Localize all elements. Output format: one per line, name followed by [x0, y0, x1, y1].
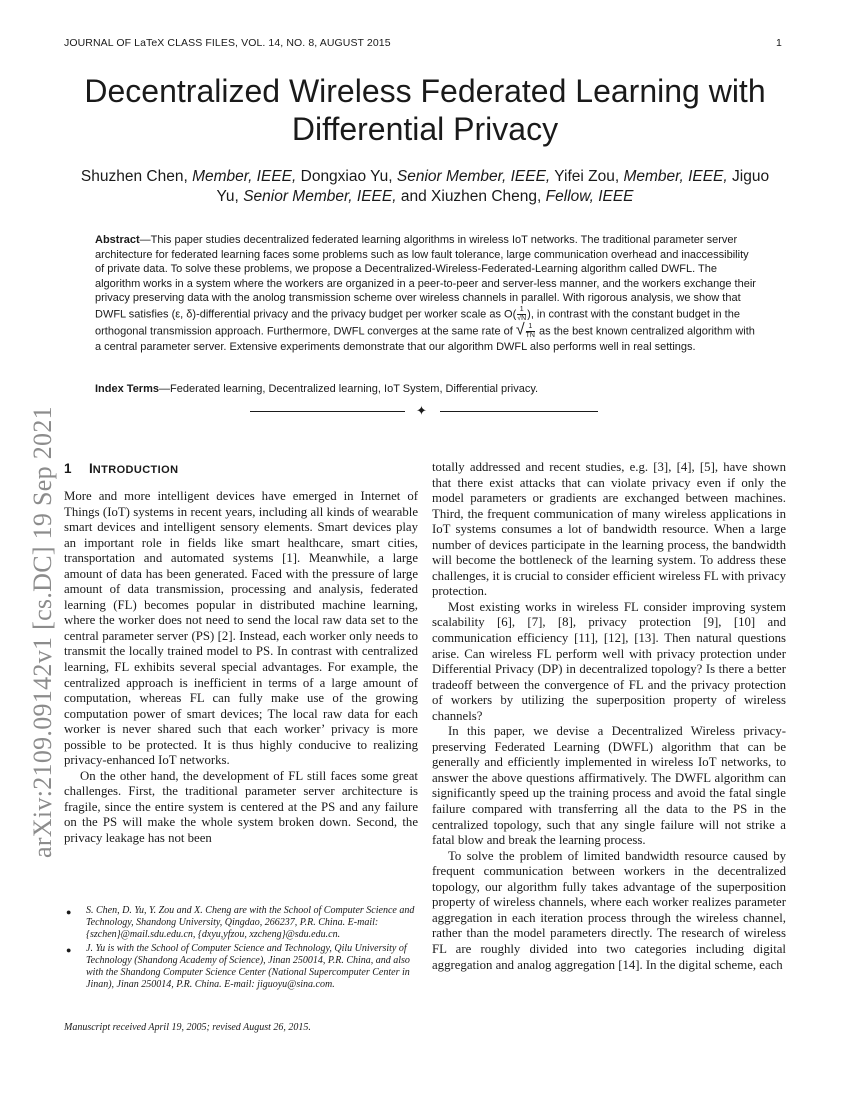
- author-role: Member, IEEE,: [623, 168, 728, 185]
- author-name: Xiuzhen Cheng,: [431, 188, 542, 205]
- index-terms-label: Index Terms: [95, 383, 159, 395]
- author-role: Member, IEEE,: [192, 168, 297, 185]
- abstract-text: as the best known centralized algorithm with a central parameter server. Extensive experiments demonstrate that our algorithm DWFL also performs well in real settings.: [95, 324, 755, 353]
- author-name: Yifei Zou,: [554, 168, 620, 185]
- index-terms: [95, 382, 758, 396]
- author-name: Jiguo Yu,: [216, 168, 770, 205]
- footnotes: [64, 905, 418, 993]
- fraction: $\frac{1}{√N}$: [517, 305, 527, 322]
- right-column: [432, 460, 786, 973]
- page-number: 1: [776, 37, 782, 49]
- separator-line-left: [250, 411, 405, 412]
- paragraph: In this paper, we devise a Decentralized Wireless privacy-preserving Federated Learning (DWFL) algorithm that can be generally and efficiently implemented in wireless IoT networks, to answer the above questions affirmatively. The DWFL algorithm can significantly speed up the training process and avoid the fatal single failure compared with transferring all the data to the PS in the centralized topology, such that any single failure will not strike a fatal blow and break the learning process.: [432, 724, 786, 848]
- paper-title: Decentralized Wireless Federated Learning with Differential Privacy: [84, 73, 766, 147]
- author-role: Senior Member, IEEE,: [243, 188, 397, 205]
- sqrt-symbol: √: [515, 320, 525, 338]
- separator-diamond-icon: ✦: [416, 403, 427, 418]
- paragraph: totally addressed and recent studies, e.g. [3], [4], [5], have shown that there exist attacks that can violate privacy even if only the model parameters or gradients are exchanged between machines. Third, the frequent communication of many wireless applications in IoT systems consumes a lot of bandwidth resource. When a large number of devices participate in the learning process, the bandwidth will become the bottleneck of the learning system. To address these challenges, it is crucial to consider efficient wireless FL with privacy protection.: [432, 460, 786, 599]
- paragraph: Most existing works in wireless FL consider improving system scalability [6], [7], [8], privacy protection [9], [10] and communication efficiency [11], [12], [13]. Then natural questions arise. Can wireless FL perform well with privacy protection under Differential Privacy (DP) in decentralized topology? Is there a better tradeoff between the convergence of FL and the privacy protection of workers by utilizing the superposition property of wireless channels?: [432, 599, 786, 723]
- author-role: Fellow, IEEE: [545, 188, 634, 205]
- footnote-item: ● S. Chen, D. Yu, Y. Zou and X. Cheng are with the School of Computer Science and Technology, Shandong University, Qingdao, 266237, P.R. China. E-mail: {szchen}@mail.sdu.edu.cn, {dxyu,yfzou, xzcheng}@sdu.edu.cn.: [66, 905, 415, 940]
- author-list: [70, 167, 780, 207]
- author-name: Dongxiao Yu,: [300, 168, 393, 185]
- author-role: Senior Member, IEEE,: [396, 168, 551, 185]
- fraction: $\frac{1}{TN}$: [525, 322, 535, 339]
- arxiv-stamp: arXiv:2109.09142v1 [cs.DC] 19 Sep 2021: [28, 406, 57, 858]
- abstract-label: Abstract: [95, 234, 140, 246]
- paragraph: To solve the problem of limited bandwidth resource caused by frequent communication between workers in the decentralized topology, our algorithm fully takes advantage of the superposition property of wireless channels, where each worker realizes parameter aggregation in each iteration process through the wireless channel, rather than the model parameters directly. The research of wireless FL are roughly divided into two categories including digital aggregation and analog aggregation [14]. In the digital scheme, each: [432, 848, 786, 972]
- manuscript-note: Manuscript received April 19, 2005; revised August 26, 2015.: [64, 1022, 311, 1033]
- footnote-item: ● J. Yu is with the School of Computer Science and Technology, Qilu University of Technology (Shandong Academy of Science), Jinan 250014, P.R. China, and also with the Shandong Computer Science Center (National Supercomputer Center in Jinan), Jinan 250014, P.R. China. E-mail: jiguoyu@sina.com.: [66, 943, 410, 990]
- index-terms-text: —Federated learning, Decentralized learning, IoT System, Differential privacy.: [159, 383, 539, 395]
- section-initial: I: [89, 461, 93, 476]
- author-name: Shuzhen Chen,: [80, 168, 188, 185]
- author-conjunction: and: [400, 188, 427, 205]
- abstract-text: ), in contrast with the constant budget in the orthogonal transmission approach. Furthermore, DWFL converges at the same rate of: [95, 307, 740, 337]
- left-column: [64, 460, 418, 847]
- section-heading: [64, 460, 418, 479]
- abstract-text: —This paper studies decentralized federated learning algorithms in wireless IoT networks. The traditional parameter server architecture for federated learning faces some problems such as low fault tolerance, large communication overhead and inaccessibility of private data. To solve these problems, we propose a Decentralized-Wireless-Federated-Learning algorithm called DWFL. The algorithm works in a system where the workers are organized in a peer-to-peer and server-less manner, and the workers exchange their privacy preserving data with the anolog transmission scheme over wireless channels in parallel. With rigorous analysis, we show that DWFL satisfies (ε, δ)-differential privacy and the privacy budget per worker scale as O(: [95, 234, 756, 320]
- section-title-rest: NTRODUCTION: [92, 464, 179, 476]
- paragraph: More and more intelligent devices have emerged in Internet of Things (IoT) systems in recent years, including all kinds of wearable smart devices and intelligent sensory elements. Smart devices play an important role in fields like smart healthcare, smart cities, transportation and automated systems [1]. Meanwhile, a large amount of data has been generated. Faced with the pressure of large amount of data transmission, processing and analysis, federated learning (FL) becomes popular in distributed machine learning, where the worker does not need to send the local raw data set to the central parameter server (PS) [2]. Instead, each worker only needs to transmit the locally trained model to PS. In contrast with centralized learning, FL exhibits several special advantages. For example, the centralized approach is inefficient in terms of a large amount of computation, whereas FL can fully make use of the growing computation power of smart devices; The local raw data for each worker is never shared such that each worker’ privacy is more possible to be protected. It is thus highly conducive to realizing privacy-enhanced IoT networks.: [64, 489, 418, 768]
- bullet-icon: ●: [66, 945, 72, 955]
- paragraph: On the other hand, the development of FL still faces some great challenges. First, the traditional parameter server architecture is fragile, since the entire system is centered at the PS and any failure on the PS will make the whole system broken down. Second, the privacy leakage has not been: [64, 768, 418, 846]
- running-head: JOURNAL OF LaTeX CLASS FILES, VOL. 14, NO. 8, AUGUST 2015: [64, 37, 391, 49]
- bullet-icon: ●: [66, 907, 72, 917]
- separator-line-right: [440, 411, 598, 412]
- section-number: 1: [64, 461, 72, 476]
- abstract: [95, 233, 758, 354]
